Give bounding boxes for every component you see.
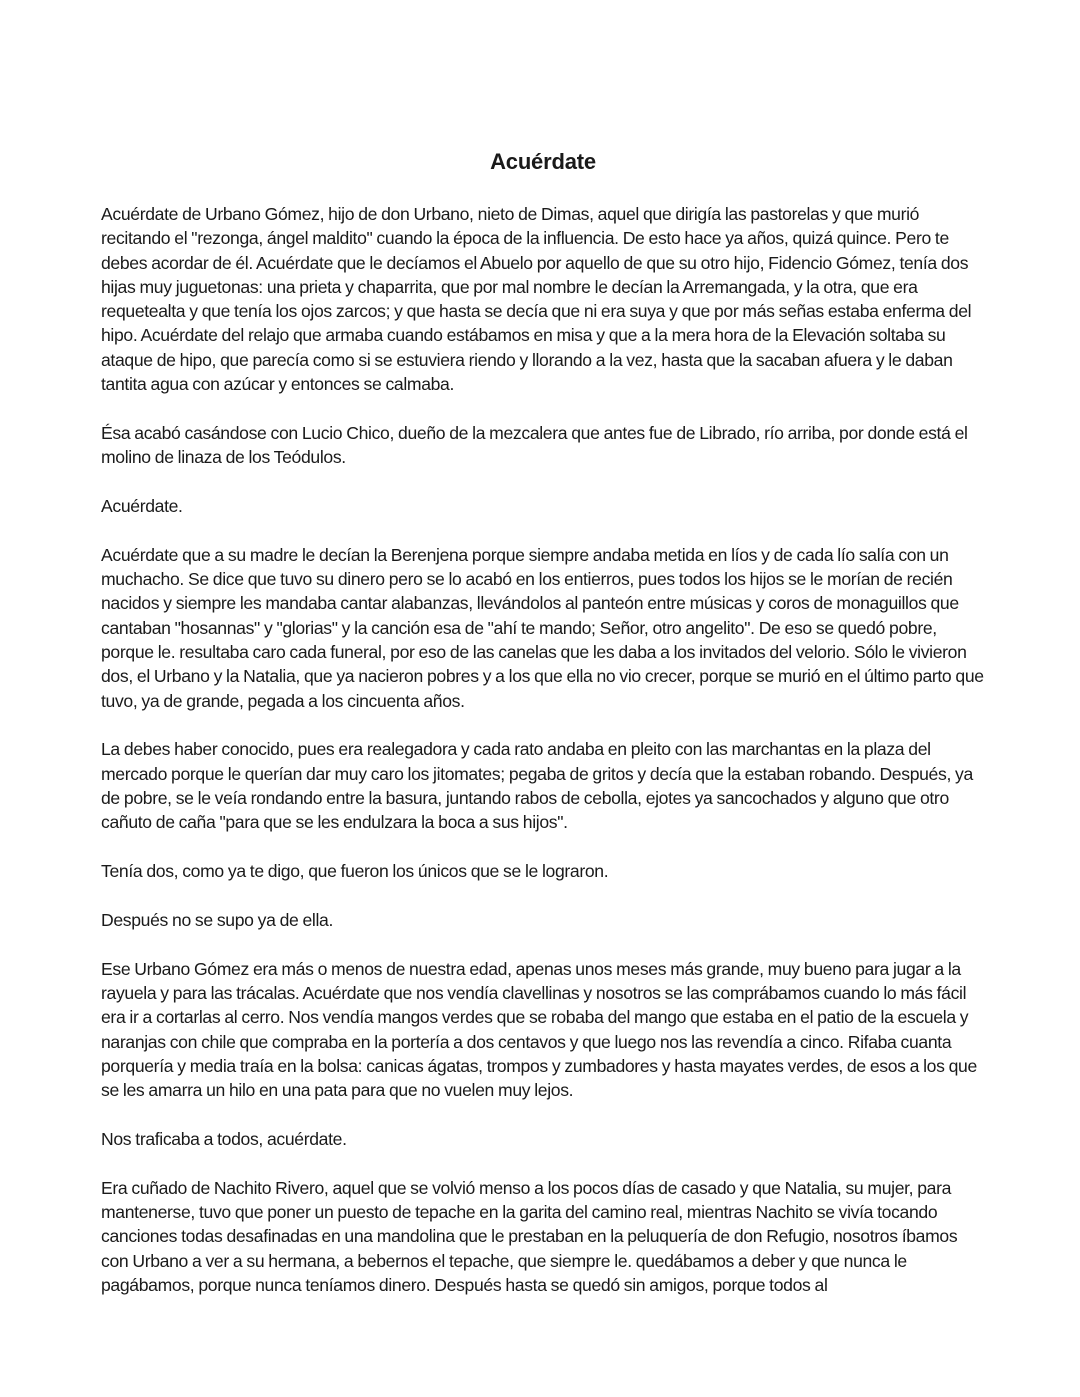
document-title: Acuérdate — [490, 149, 596, 174]
paragraph-6: Tenía dos, como ya te digo, que fueron los únicos que se le lograron. — [101, 861, 609, 882]
paragraph-10: Era cuñado de Nachito Rivero, aquel que se volvió menso a los pocos días de casado y que Natalia, su mujer, para mantenerse, tuvo que poner un puesto de tepache en la garita del camino real, mientras Nachito se vivía tocando canciones todas desafinadas en una mandolina que le prestaban en la peluquería de don Refugio, nosotros íbamos con Urbano a ver a su hermana, a bebernos el tepache, que siempre le. quedábamos a deber y que nunca le pagábamos, porque nunca teníamos dinero. Después hasta se quedó sin amigos, porque todos al — [101, 1177, 958, 1295]
paragraph-7: Después no se supo ya de ella. — [101, 909, 333, 930]
paragraph-8: Ese Urbano Gómez era más o menos de nuestra edad, apenas unos meses más grande, muy bueno para jugar a la rayuela y para las trácalas. Acuérdate que nos vendía clavellinas y nosotros se las comprábamos cuando lo más fácil era ir a cortarlas al cerro. Nos vendía mangos verdes que se robaba del mango que estaba en el patio de la escuela y naranjas con chile que compraba en la portería a dos centavos y que luego nos las revendía a cinco. Rifaba cuanta porquería y media traía en la bolsa: canicas ágatas, trompos y zumbadores y hasta mayates verdes, de esos a los que se les amarra un hilo en una pata para que no vuelen muy lejos. — [101, 958, 977, 1101]
paragraph-4: Acuérdate que a su madre le decían la Berenjena porque siempre andaba metida en líos y de cada lío salía con un muchacho. Se dice que tuvo su dinero pero se lo acabó en los entierros, pues todos los hijos se le morían de recién nacidos y siempre les mandaba cantar alabanzas, llevándolos al panteón entre músicas y coros de monaguillos que cantaban "hosannas" y "glorias" y la canción esa de "ahí te mando; Señor, otro angelito". De eso se quedó pobre, porque le. resultaba caro cada funeral, por eso de las canelas que les daba a los invitados del velorio. Sólo le vivieron dos, el Urbano y la Natalia, que ya nacieron pobres y a los que ella no vio crecer, porque se murió en el último parto que tuvo, ya de grande, pegada a los cincuenta años. — [101, 544, 984, 711]
document-page — [101, 146, 985, 1322]
paragraph-1: Acuérdate de Urbano Gómez, hijo de don Urbano, nieto de Dimas, aquel que dirigía las pastorelas y que murió recitando el "rezonga, ángel maldito" cuando la época de la influencia. De esto hace ya años, quizá quince. Pero te debes acordar de él. Acuérdate que le decíamos el Abuelo por aquello de que su otro hijo, Fidencio Gómez, tenía dos hijas muy juguetonas: una prieta y chaparrita, que por mal nombre le decían la Arremangada, y la otra, que era requetealta y que tenía los ojos zarcos; y que hasta se decía que ni era suya y que por más señas estaba enferma del hipo. Acuérdate del relajo que armaba cuando estábamos en misa y que a la mera hora de la Elevación soltaba su ataque de hipo, que parecía como si se estuviera riendo y llorando a la vez, hasta que la sacaban afuera y le daban tantita agua con azúcar y entonces se calmaba. — [101, 204, 972, 395]
paragraph-3: Acuérdate. — [101, 495, 183, 516]
paragraph-9: Nos traficaba a todos, acuérdate. — [101, 1128, 347, 1149]
paragraph-5: La debes haber conocido, pues era realegadora y cada rato andaba en pleito con las marchantas en la plaza del mercado porque le querían dar muy caro los jitomates; pegaba de gritos y decía que la estaban robando. Después, ya de pobre, se le veía rondando entre la basura, juntando rabos de cebolla, ejotes ya sancochados y alguno que otro cañuto de caña "para que se les endulzara la boca a sus hijos". — [101, 739, 973, 833]
paragraph-2: Ésa acabó casándose con Lucio Chico, dueño de la mezcalera que antes fue de Librado, río arriba, por donde está el molino de linaza de los Teódulos. — [101, 422, 968, 468]
